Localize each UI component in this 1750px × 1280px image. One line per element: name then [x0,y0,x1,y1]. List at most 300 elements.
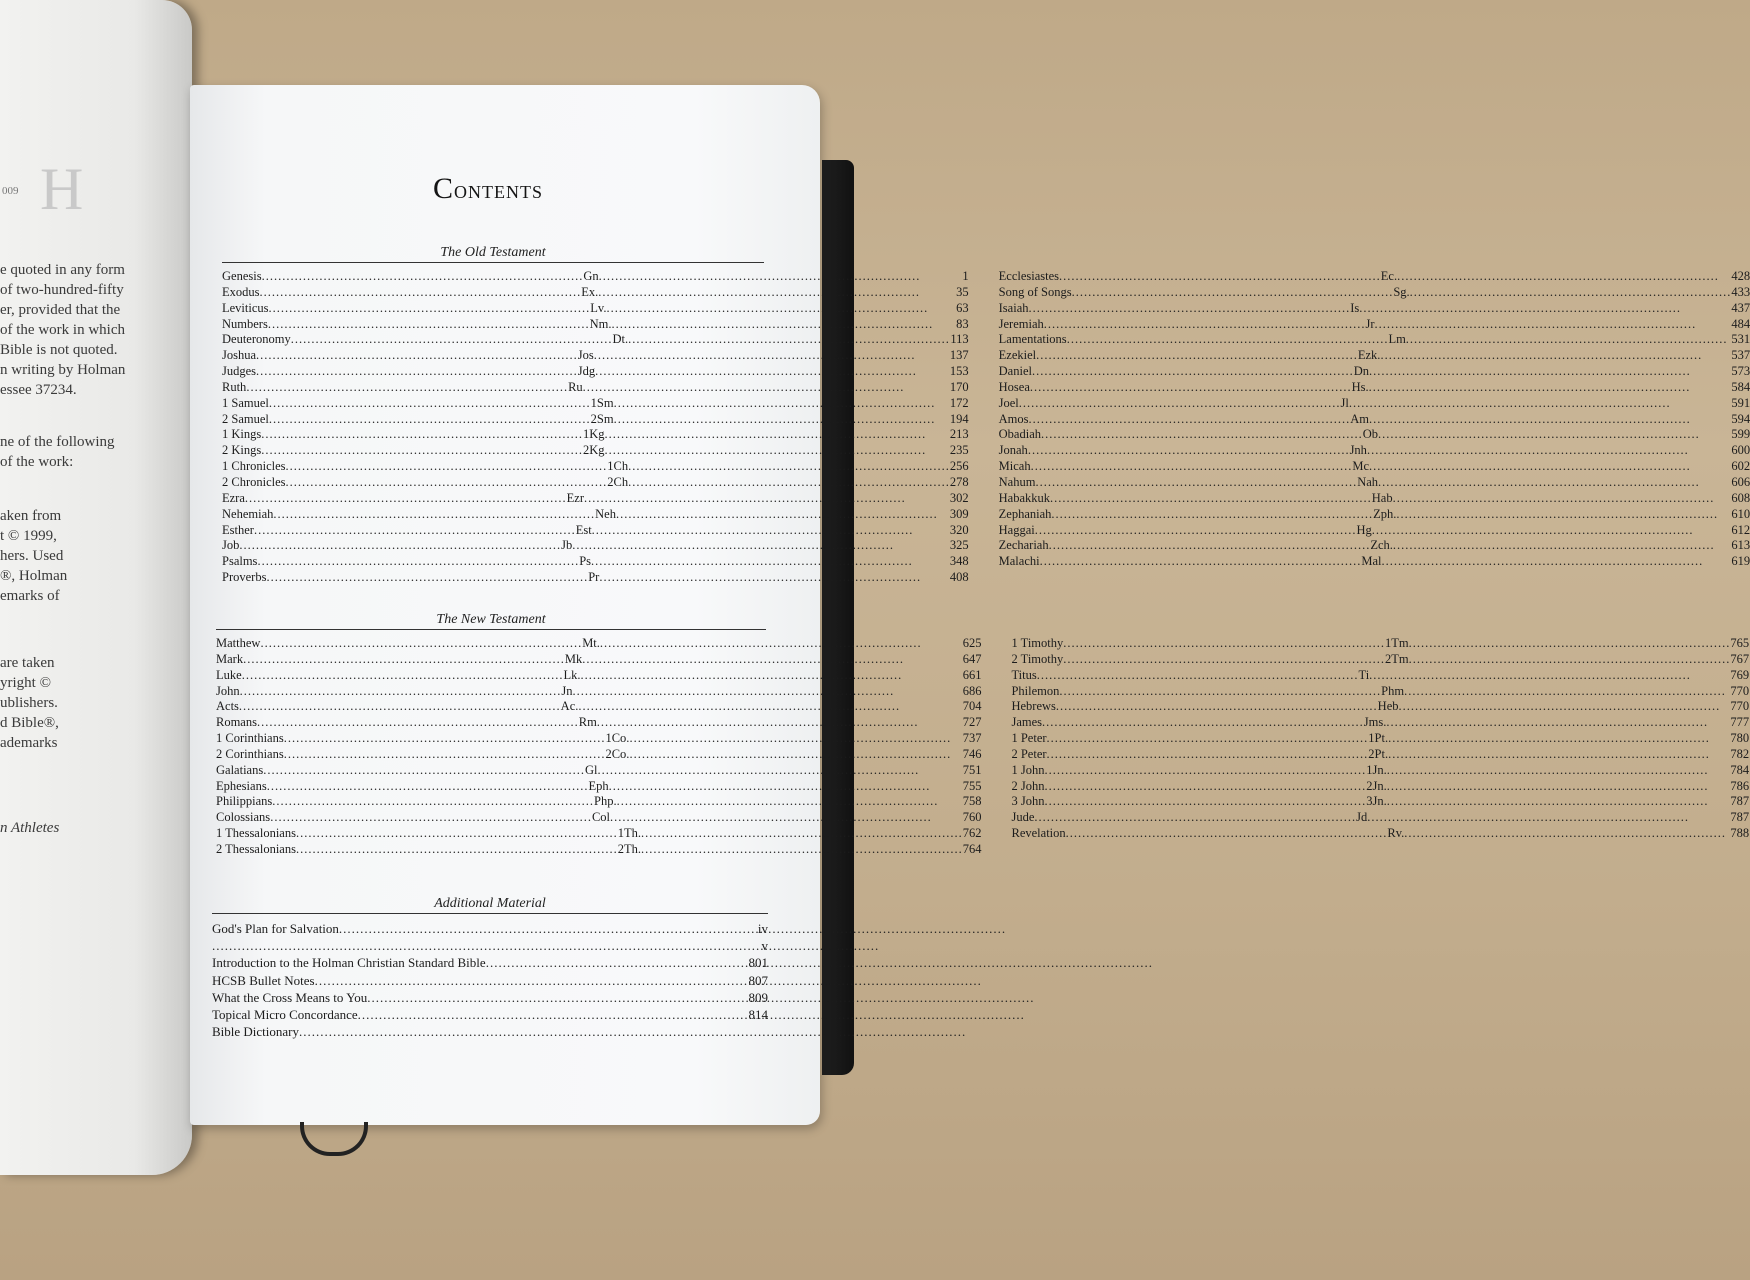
toc-entry [212,972,768,989]
book-name: Genesis [222,269,262,283]
book-abbreviation: Ti [1358,667,1370,682]
book-name: Haggai [998,522,1035,537]
toc-entry [216,684,981,700]
leader-dots [273,507,595,523]
section-heading: Additional Material [212,896,768,914]
toc-entry [1011,826,1749,842]
page-number: 137 [949,348,969,363]
leader-dots [1030,380,1352,396]
material-title: God's Plan for Salvation [212,921,339,936]
toc-entry [222,475,969,491]
leader-dots [614,412,950,428]
leader-dots [246,380,568,396]
leader-dots [599,570,950,586]
leader-dots [486,954,749,971]
book-abbreviation: Jd [1356,810,1368,825]
page-number: 612 [1731,522,1750,537]
book-name: 1 Thessalonians [216,826,296,841]
toc-entry [999,443,1750,459]
book-abbreviation: Jb [561,538,573,553]
leader-dots [1044,317,1366,333]
page-number: 348 [949,554,969,569]
book-abbreviation: Est [575,522,592,537]
left-line: n Athletes [0,820,60,836]
leader-dots [1359,301,1731,317]
toc-entry [216,842,981,858]
page-number: 807 [748,972,768,988]
toc-entry [999,523,1750,539]
toc-entry [1011,715,1749,731]
page-number: 769 [1730,667,1750,682]
leader-dots [212,937,762,954]
book-name: 2 Kings [222,443,262,458]
leader-dots [641,842,963,858]
page-number: 235 [949,443,969,458]
book-abbreviation: Col [591,810,610,825]
page-number: 610 [1731,506,1750,521]
book-name: Obadiah [998,427,1041,442]
leader-dots [1367,443,1731,459]
page-number: 787 [1730,794,1750,809]
book-abbreviation: 2Jn. [1366,778,1387,793]
book-name: Isaiah [998,300,1029,315]
additional-material-section [212,896,768,1040]
toc-entry [1011,684,1749,700]
page-number: 787 [1730,810,1750,825]
additional-material-list [212,920,768,1040]
old-testament-left-column [222,269,969,586]
leader-dots [629,747,962,763]
book-abbreviation: 1Ch [607,459,629,474]
book-abbreviation: Eph [588,778,609,793]
leader-dots [591,554,950,570]
page-number: 809 [748,989,768,1005]
toc-entry [222,507,969,523]
leader-dots [1369,380,1732,396]
toc-entry [999,380,1750,396]
toc-entry [1011,636,1749,652]
leader-dots [257,554,579,570]
leader-dots [1042,715,1364,731]
leader-dots [367,989,748,1006]
leader-dots [256,364,578,380]
book-name: 1 Corinthians [216,731,284,746]
leader-dots [1049,538,1371,554]
book-abbreviation: Pr [588,570,600,585]
book-name: 1 Samuel [222,395,269,410]
page-number: 737 [962,731,982,746]
book-name: Song of Songs [998,284,1072,299]
book-abbreviation: Lv. [590,300,607,315]
book-name: Ruth [222,379,247,394]
book-abbreviation: Ex. [581,284,599,299]
toc-entry [216,699,981,715]
leader-dots [286,459,608,475]
page-number: 602 [1731,459,1750,474]
book-name: 2 Chronicles [222,474,286,489]
toc-entry [999,427,1750,443]
toc-entry [1011,747,1749,763]
page-number: 153 [949,364,969,379]
page-number: 256 [949,459,969,474]
toc-entry [999,538,1750,554]
book-abbreviation: Rm [578,715,597,730]
toc-entry [212,954,768,971]
book-name: Judges [222,364,257,379]
page-number: 608 [1731,490,1750,505]
toc-entry [999,332,1750,348]
page-number: 63 [956,300,969,315]
page-number: 599 [1731,427,1750,442]
leader-dots [1047,747,1369,763]
page-number: 320 [949,522,969,537]
leader-dots [1369,668,1730,684]
leader-dots [573,684,963,700]
page-number: 613 [1731,538,1750,553]
book-name: 2 Peter [1011,746,1047,761]
page-number: 309 [949,506,969,521]
book-abbreviation: 1Jn. [1366,762,1387,777]
book-abbreviation: Hs. [1351,379,1369,394]
page-number: 788 [1730,826,1750,841]
page-number: 83 [956,316,969,331]
page-number: 727 [962,715,982,730]
leader-dots [1044,763,1366,779]
material-title: What the Cross Means to You [212,989,368,1005]
toc-entry [222,380,969,396]
toc-entry [1011,668,1749,684]
left-line: yright © [0,675,51,691]
leader-dots [262,269,584,285]
leader-dots [339,920,758,937]
leader-dots [291,332,613,348]
left-line: emarks of [0,588,60,604]
toc-entry [999,285,1750,301]
book-abbreviation: 2Sm [590,411,614,426]
leader-dots [315,972,749,989]
leader-dots [260,636,582,652]
page-number: 606 [1731,474,1750,489]
toc-entry [999,396,1750,412]
page-number: 764 [962,841,982,856]
toc-entry [216,763,981,779]
leader-dots [1032,364,1354,380]
leader-dots [1044,779,1366,795]
toc-entry [222,396,969,412]
leader-dots [617,794,963,810]
book-abbreviation: Ezr [566,490,585,505]
page-number: 437 [1731,300,1750,315]
leader-dots [641,826,963,842]
toc-entry [222,523,969,539]
book-abbreviation: Ps [579,554,592,569]
leader-dots [582,652,963,668]
book-name: 1 Kings [222,427,262,442]
book-name: Hebrews [1011,699,1056,714]
book-name: 1 John [1011,762,1045,777]
page-number: 1 [962,269,969,283]
leader-dots [1406,332,1732,348]
leader-dots [1372,523,1732,539]
leader-dots [1382,554,1732,570]
leader-dots [1396,507,1731,523]
new-testament-left-column [216,636,981,858]
page-number: 531 [1731,332,1750,347]
leader-dots [1378,475,1731,491]
page-number: 433 [1731,284,1750,299]
leader-dots [269,301,591,317]
toc-entry [1011,810,1749,826]
leader-dots [629,731,962,747]
page-number: 782 [1730,746,1750,761]
bookmark-ribbon [300,1122,368,1156]
leader-dots [1388,731,1730,747]
book-abbreviation: Jms. [1363,715,1387,730]
book-abbreviation: Dt. [612,332,629,347]
leader-dots [597,715,963,731]
leader-dots [1393,538,1731,554]
leader-dots [1409,636,1731,652]
leader-dots [605,427,950,443]
leader-dots [1387,763,1731,779]
toc-entry [216,779,981,795]
toc-entry [212,937,768,954]
toc-entry [222,269,969,285]
toc-entry [999,348,1750,364]
book-name: Jonah [998,443,1028,458]
leader-dots [256,348,578,364]
toc-entry [212,1023,768,1040]
book-name: Zephaniah [998,506,1052,521]
page-number: 767 [1730,651,1750,666]
book-name: Zechariah [998,538,1049,553]
leader-dots [572,538,950,554]
page-number: 786 [1730,778,1750,793]
left-line: Bible is not quoted. [0,342,118,358]
book-name: Malachi [998,554,1040,569]
book-name: Lamentations [998,332,1067,347]
page-number: 537 [1731,348,1750,363]
book-name: Luke [216,667,242,682]
leader-dots [1393,491,1732,507]
book-name: Habakkuk [998,490,1051,505]
book-abbreviation: Heb [1377,699,1399,714]
book-abbreviation: Nah [1357,474,1379,489]
new-testament-right-column [1011,636,1749,858]
left-line: d Bible®, [0,715,59,731]
toc-entry [216,652,981,668]
toc-entry [999,364,1750,380]
book-abbreviation: 2Th. [617,841,641,856]
toc-entry [216,794,981,810]
page-number: 278 [949,474,969,489]
toc-entry [222,332,969,348]
page-number: 302 [949,490,969,505]
leader-dots [1387,794,1731,810]
page-number: 755 [962,778,982,793]
page-number: 428 [1731,269,1750,283]
leader-dots [296,842,618,858]
book-abbreviation: 2Tm [1385,651,1409,666]
leader-dots [1397,269,1731,285]
left-line: er, provided that the [0,302,121,318]
leader-dots [1050,491,1372,507]
book-abbreviation: Gl [584,762,598,777]
toc-entry [216,636,981,652]
page-number: 600 [1731,443,1750,458]
book-abbreviation: 2Co. [605,746,630,761]
toc-entry [999,475,1750,491]
book-name: 2 Corinthians [216,746,284,761]
page-number: 484 [1731,316,1750,331]
leader-dots [605,443,950,459]
toc-entry [999,269,1750,285]
leader-dots [1067,332,1389,348]
leader-dots [1369,364,1731,380]
book-abbreviation: Is [1350,300,1360,315]
book-name: Ezra [222,490,245,505]
leader-dots [584,491,950,507]
section-heading: The New Testament [216,612,766,630]
leader-dots [616,507,950,523]
leader-dots [270,810,592,826]
book-abbreviation: Phm [1381,683,1405,698]
leader-dots [243,652,565,668]
book-abbreviation: Ac. [560,699,579,714]
leader-dots [1404,826,1730,842]
book-abbreviation: Ru [568,379,583,394]
leader-dots [595,364,950,380]
book-name: Nahum [998,474,1036,489]
toc-entry [1011,779,1749,795]
left-line: hers. Used [0,548,64,564]
leader-dots [628,332,950,348]
book-name: 2 John [1011,778,1045,793]
leader-dots [578,699,962,715]
leader-dots [594,348,950,364]
leader-dots [1349,396,1732,412]
leader-dots [1369,412,1731,428]
leader-dots [1388,747,1730,763]
toc-entry [222,364,969,380]
toc-entry [222,348,969,364]
page-number: 591 [1731,395,1750,410]
leader-dots [1040,554,1362,570]
page-number: 573 [1731,364,1750,379]
page-number: 758 [962,794,982,809]
toc-entry [212,1006,768,1023]
old-testament-section [222,245,1750,586]
book-name: Matthew [216,636,261,650]
leader-dots [1409,652,1731,668]
toc-entry [999,554,1750,570]
page-number: 762 [962,826,982,841]
leader-dots [1056,699,1378,715]
leader-dots [628,475,950,491]
toc-entry [222,570,969,586]
book-abbreviation: Sg. [1393,284,1410,299]
leader-dots [1063,636,1385,652]
leader-dots [299,1023,768,1040]
book-abbreviation: 1Th. [617,826,641,841]
toc-entry [216,668,981,684]
material-title: Topical Micro Concordance [212,1007,358,1023]
page-number: 213 [949,427,969,442]
page-number: 760 [962,810,982,825]
leader-dots [239,699,561,715]
toc-entry [212,920,768,937]
toc-entry [212,989,768,1006]
leader-dots [245,491,567,507]
page-number: 780 [1730,731,1750,746]
book-abbreviation: Am [1350,411,1370,426]
book-name: Mark [216,651,244,666]
section-heading: The Old Testament [222,245,764,263]
leader-dots [1037,668,1359,684]
book-abbreviation: Mk [564,651,583,666]
toc-entry [216,810,981,826]
book-abbreviation: 1Co. [605,731,630,746]
book-name: Hosea [998,379,1030,394]
leader-dots [358,1006,749,1023]
toc-entry [216,747,981,763]
left-line: t © 1999, [0,528,57,544]
book-abbreviation: Mt. [582,636,600,650]
leader-dots [1031,459,1353,475]
book-abbreviation: Ob [1362,427,1379,442]
book-name: 3 John [1011,794,1045,809]
book-name: Micah [998,459,1031,474]
book-name: Joel [998,395,1019,410]
page-number: 35 [956,284,969,299]
page-number: 408 [949,570,969,585]
leader-dots [598,285,956,301]
book-name: 1 Peter [1011,731,1047,746]
toc-entry [222,317,969,333]
book-abbreviation: Neh [595,506,616,521]
leader-dots [239,538,561,554]
toc-entry [222,491,969,507]
page-number: 584 [1731,379,1750,394]
toc-entry [216,731,981,747]
book-name: Ezekiel [998,348,1037,363]
book-abbreviation: 1Tm [1385,636,1409,650]
page-number: 619 [1731,554,1750,569]
book-name: 1 Chronicles [222,459,286,474]
leader-dots [242,668,564,684]
book-name: Numbers [222,316,268,331]
page-number: iv [757,921,768,936]
book-name: Titus [1011,667,1037,682]
page-number: 746 [962,746,982,761]
left-line: aken from [0,508,62,524]
page-number: 325 [949,538,969,553]
leader-dots [1035,523,1357,539]
toc-entry [999,491,1750,507]
leader-dots [1378,427,1731,443]
leader-dots [1367,810,1730,826]
book-abbreviation: 2Pt. [1368,746,1389,761]
toc-entry [1011,652,1749,668]
book-name: Exodus [222,284,260,299]
leader-dots [269,396,591,412]
book-name: Joshua [222,348,257,363]
book-abbreviation: Mal [1361,554,1382,569]
toc-entry [999,317,1750,333]
leader-dots [1047,731,1369,747]
book-name: Philemon [1011,683,1060,698]
leader-dots [614,396,950,412]
